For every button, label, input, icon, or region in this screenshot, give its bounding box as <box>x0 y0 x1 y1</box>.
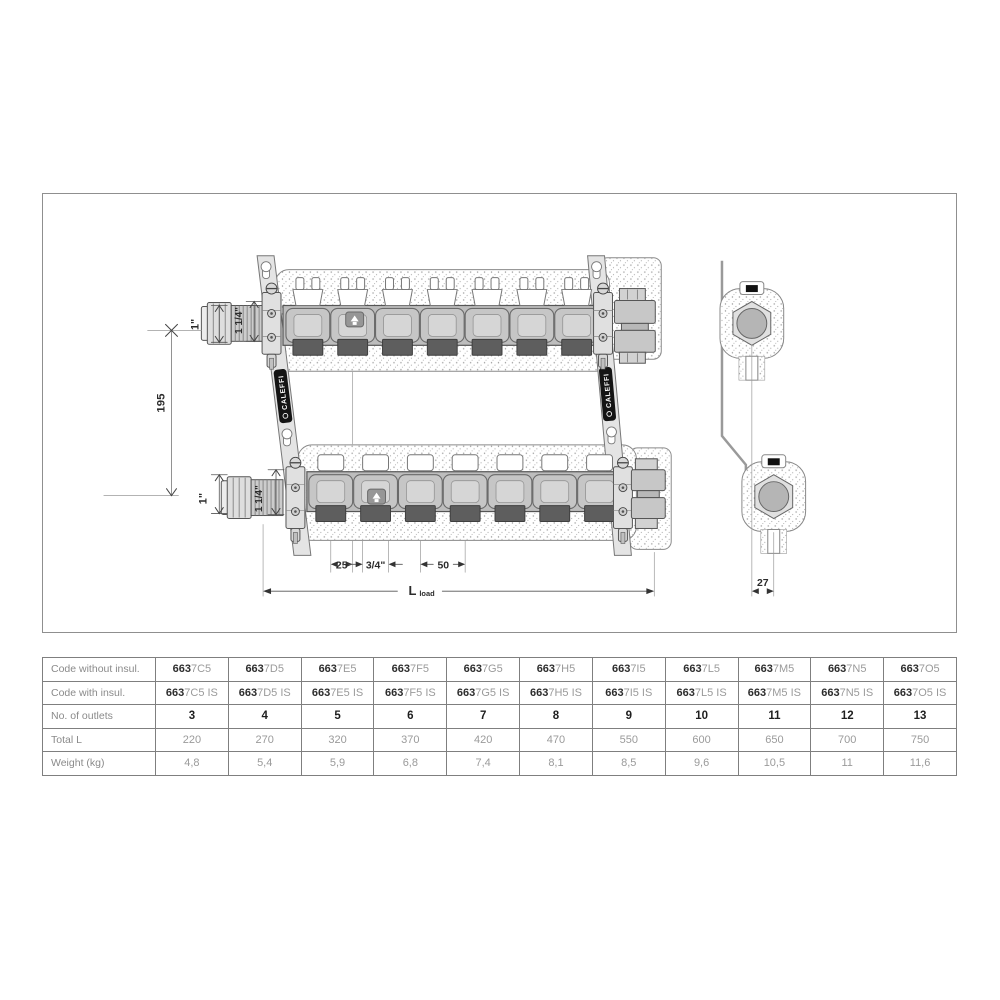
dim-top-inlet-label: 1" <box>189 318 202 331</box>
total-l-cell: 470 <box>520 728 593 752</box>
code-with-insul-cell: 6637O5 IS <box>884 681 957 705</box>
dim-length-symbol: L <box>408 583 417 599</box>
row-label: No. of outlets <box>43 705 156 729</box>
spec-table <box>42 657 957 776</box>
code-with-insul-cell: 6637M5 IS <box>738 681 811 705</box>
weight-cell: 4,8 <box>156 752 229 776</box>
weight-cell: 8,1 <box>520 752 593 776</box>
code-without-insul-cell: 6637F5 <box>374 658 447 682</box>
manifold-top <box>201 278 655 370</box>
total-l-cell: 270 <box>228 728 301 752</box>
code-without-insul-cell: 6637L5 <box>665 658 738 682</box>
dim-25-label: 25 <box>335 560 348 572</box>
row-label: Total L <box>43 728 156 752</box>
caleffi-mark-icon <box>368 489 386 504</box>
weight-cell: 6,8 <box>374 752 447 776</box>
code-without-insul-cell: 6637C5 <box>156 658 229 682</box>
dim-25 <box>331 560 353 571</box>
total-l-cell: 320 <box>301 728 374 752</box>
dim-50-label: 50 <box>437 560 450 572</box>
dim-27 <box>752 578 774 594</box>
code-with-insul-cell: 6637C5 IS <box>156 681 229 705</box>
end-cap-bottom <box>221 477 283 519</box>
code-with-insul-cell: 6637D5 IS <box>228 681 301 705</box>
outlets-cell: 13 <box>884 705 957 729</box>
code-with-insul-cell: 6637L5 IS <box>665 681 738 705</box>
total-l-cell: 600 <box>665 728 738 752</box>
row-label: Weight (kg) <box>43 752 156 776</box>
weight-cell: 9,6 <box>665 752 738 776</box>
outlets-cell: 11 <box>738 705 811 729</box>
code-without-insul-cell: 6637O5 <box>884 658 957 682</box>
outlets-cell: 5 <box>301 705 374 729</box>
table-row <box>43 705 957 729</box>
outlets-cell: 6 <box>374 705 447 729</box>
total-l-cell: 550 <box>592 728 665 752</box>
drawing-frame <box>42 193 957 633</box>
dim-top-manifold-label: 1 1/4" <box>234 307 246 334</box>
row-label: Code with insul. <box>43 681 156 705</box>
keyhole-slot-icon <box>282 429 292 446</box>
dim-length <box>263 583 654 598</box>
code-without-insul-cell: 6637H5 <box>520 658 593 682</box>
dim-34 <box>349 560 403 571</box>
dim-27-label: 27 <box>756 578 769 590</box>
outlets-cell: 7 <box>447 705 520 729</box>
table-row <box>43 752 957 776</box>
code-with-insul-cell: 6637E5 IS <box>301 681 374 705</box>
outlets-cell: 4 <box>228 705 301 729</box>
outlets-cell: 10 <box>665 705 738 729</box>
code-without-insul-cell: 6637G5 <box>447 658 520 682</box>
code-with-insul-cell: 6637H5 IS <box>520 681 593 705</box>
technical-drawing <box>43 194 956 632</box>
total-l-cell: 370 <box>374 728 447 752</box>
spec-table-body <box>43 658 957 776</box>
code-with-insul-cell: 6637F5 IS <box>374 681 447 705</box>
caleffi-mark-icon <box>346 312 364 327</box>
code-with-insul-cell: 6637I5 IS <box>592 681 665 705</box>
code-without-insul-cell: 6637E5 <box>301 658 374 682</box>
outlets-cell: 8 <box>520 705 593 729</box>
total-l-cell: 750 <box>884 728 957 752</box>
total-l-cell: 650 <box>738 728 811 752</box>
brand-text: CALEFFI <box>278 374 290 411</box>
total-l-cell: 420 <box>447 728 520 752</box>
weight-cell: 8,5 <box>592 752 665 776</box>
brand-text: CALEFFI <box>603 372 614 409</box>
outlets-cell: 12 <box>811 705 884 729</box>
code-with-insul-cell: 6637N5 IS <box>811 681 884 705</box>
keyhole-slot-icon <box>261 262 271 279</box>
dim-195-label: 195 <box>155 393 168 413</box>
weight-cell: 5,4 <box>228 752 301 776</box>
table-row <box>43 658 957 682</box>
code-without-insul-cell: 6637M5 <box>738 658 811 682</box>
table-row <box>43 728 957 752</box>
weight-cell: 11 <box>811 752 884 776</box>
weight-cell: 11,6 <box>884 752 957 776</box>
code-without-insul-cell: 6637N5 <box>811 658 884 682</box>
code-without-insul-cell: 6637I5 <box>592 658 665 682</box>
code-without-insul-cell: 6637D5 <box>228 658 301 682</box>
side-view <box>720 261 806 554</box>
dim-34-label: 3/4" <box>365 560 386 572</box>
outlets-cell: 9 <box>592 705 665 729</box>
dim-bottom-inlet-label: 1" <box>197 492 210 505</box>
row-label: Code without insul. <box>43 658 156 682</box>
weight-cell: 5,9 <box>301 752 374 776</box>
keyhole-slot-icon <box>607 427 617 444</box>
weight-cell: 7,4 <box>447 752 520 776</box>
spec-table-section <box>42 657 957 776</box>
weight-cell: 10,5 <box>738 752 811 776</box>
dim-195 <box>156 324 178 495</box>
dim-length-subscript: load <box>419 589 435 599</box>
keyhole-slot-icon <box>592 262 602 279</box>
total-l-cell: 220 <box>156 728 229 752</box>
code-with-insul-cell: 6637G5 IS <box>447 681 520 705</box>
dim-bottom-manifold-label: 1 1/4" <box>254 485 266 513</box>
table-row <box>43 681 957 705</box>
total-l-cell: 700 <box>811 728 884 752</box>
dim-50 <box>420 560 465 571</box>
outlets-cell: 3 <box>156 705 229 729</box>
